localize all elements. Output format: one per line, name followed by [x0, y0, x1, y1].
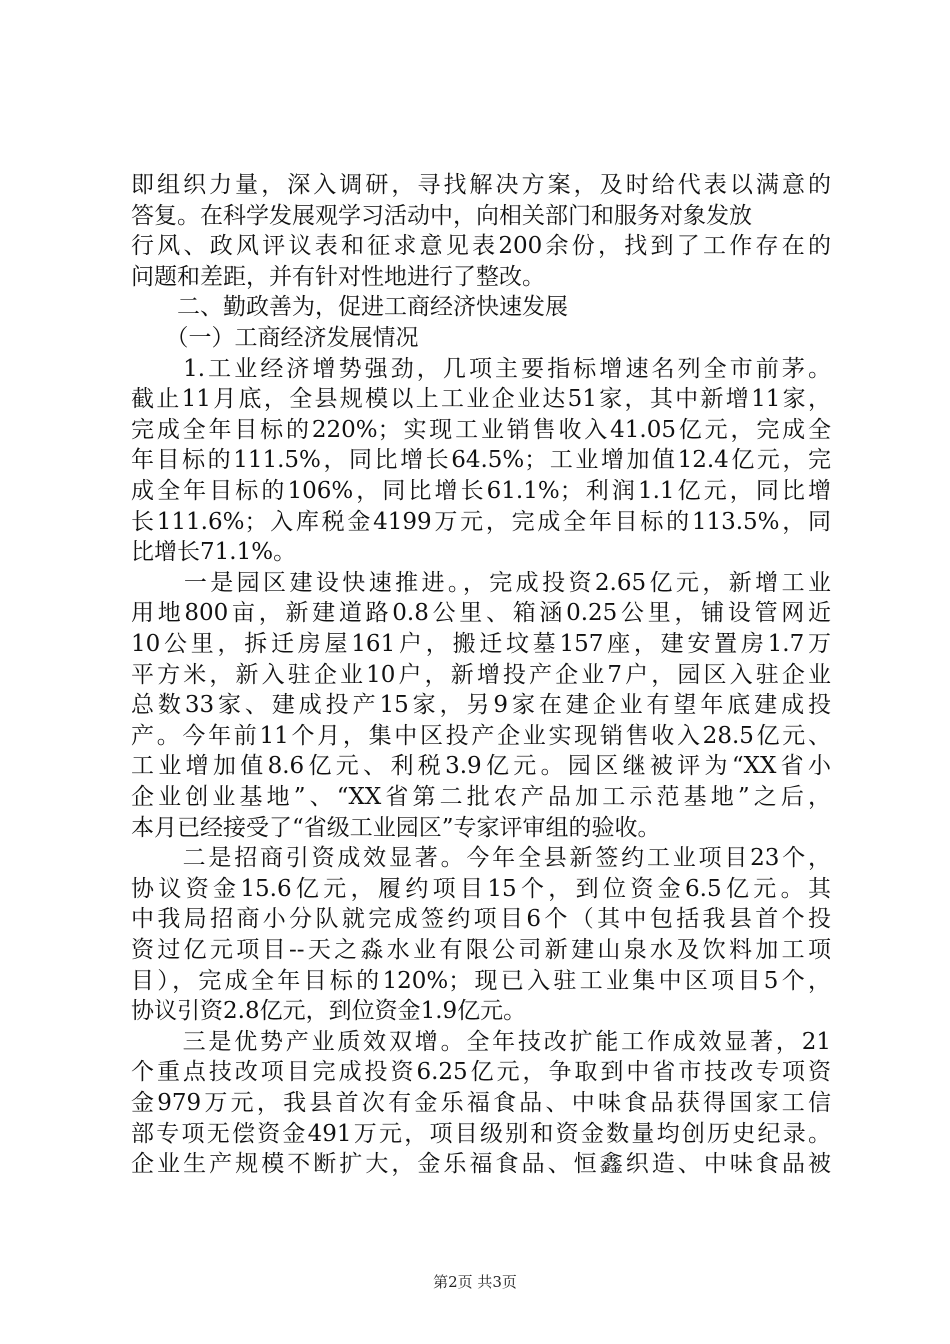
text-line: 10公里，拆迁房屋161户，搬迁坟墓157座，建安置房1.7万: [131, 631, 831, 657]
text-line: 金979万元，我县首次有金乐福食品、中味食品获得国家工信: [131, 1090, 831, 1116]
text-line: 企业生产规模不断扩大，金乐福食品、恒鑫织造、中味食品被: [131, 1151, 831, 1177]
page-footer: 第2页 共3页: [433, 1273, 517, 1291]
text-line: 协议资金15.6亿元，履约项目15个，到位资金6.5亿元。其: [131, 876, 831, 902]
text-line: 答复。在科学发展观学习活动中，向相关部门和服务对象发放: [131, 203, 752, 229]
text-line: 总数33家、建成投产15家，另9家在建企业有望年底建成投: [131, 692, 831, 718]
text-line: 协议引资2.8亿元，到位资金1.9亿元。: [131, 998, 527, 1024]
text-line: 三是优势产业质效双增。全年技改扩能工作成效显著，21: [131, 1029, 831, 1055]
text-line: 年目标的111.5%，同比增长64.5%；工业增加值12.4亿元，完: [131, 447, 831, 473]
text-line: 目），完成全年目标的120%；现已入驻工业集中区项目5个，: [131, 968, 831, 994]
text-line: 企业创业基地”、“XX省第二批农产品加工示范基地”之后，: [131, 784, 831, 810]
text-line: 一是园区建设快速推进。，完成投资2.65亿元，新增工业: [131, 570, 831, 596]
text-line: 行风、政风评议表和征求意见表200余份，找到了工作存在的: [131, 233, 831, 259]
text-line: 个重点技改项目完成投资6.25亿元，争取到中省市技改专项资: [131, 1059, 831, 1085]
text-line: 产。今年前11个月，集中区投产企业实现销售收入28.5亿元、: [131, 723, 831, 749]
text-line: 部专项无偿资金491万元，项目级别和资金数量均创历史纪录。: [131, 1121, 831, 1147]
text-line: 资过亿元项目--天之淼水业有限公司新建山泉水及饮料加工项: [131, 937, 831, 963]
text-line: 中我局招商小分队就完成签约项目6个（其中包括我县首个投: [131, 906, 831, 932]
text-line: 问题和差距，并有针对性地进行了整改。: [131, 264, 545, 290]
text-line: 长111.6%；入库税金4199万元，完成全年目标的113.5%，同: [131, 509, 831, 535]
text-line: 截止11月底，全县规模以上工业企业达51家，其中新增11家，: [131, 386, 831, 412]
text-line: 用地800亩，新建道路0.8公里、箱涵0.25公里，铺设管网近: [131, 600, 831, 626]
subsection-heading: （一）工商经济发展情况: [131, 325, 419, 351]
text-line: 二是招商引资成效显著。今年全县新签约工业项目23个，: [131, 845, 831, 871]
text-line: 1.工业经济增势强劲，几项主要指标增速名列全市前茅。: [131, 356, 831, 382]
text-line: 工业增加值8.6亿元、利税3.9亿元。园区继被评为“XX省小: [131, 753, 831, 779]
text-line: 平方米，新入驻企业10户，新增投产企业7户，园区入驻企业: [131, 662, 831, 688]
section-heading: 二、勤政善为，促进工商经济快速发展: [131, 294, 568, 320]
text-line: 比增长71.1%。: [131, 539, 297, 565]
text-line: 完成全年目标的220%；实现工业销售收入41.05亿元，完成全: [131, 417, 831, 443]
text-line: 本月已经接受了“省级工业园区”专家评审组的验收。: [131, 815, 661, 841]
text-line: 成全年目标的106%，同比增长61.1%；利润1.1亿元，同比增: [131, 478, 831, 504]
text-line: 即组织力量，深入调研，寻找解决方案，及时给代表以满意的: [131, 172, 831, 198]
